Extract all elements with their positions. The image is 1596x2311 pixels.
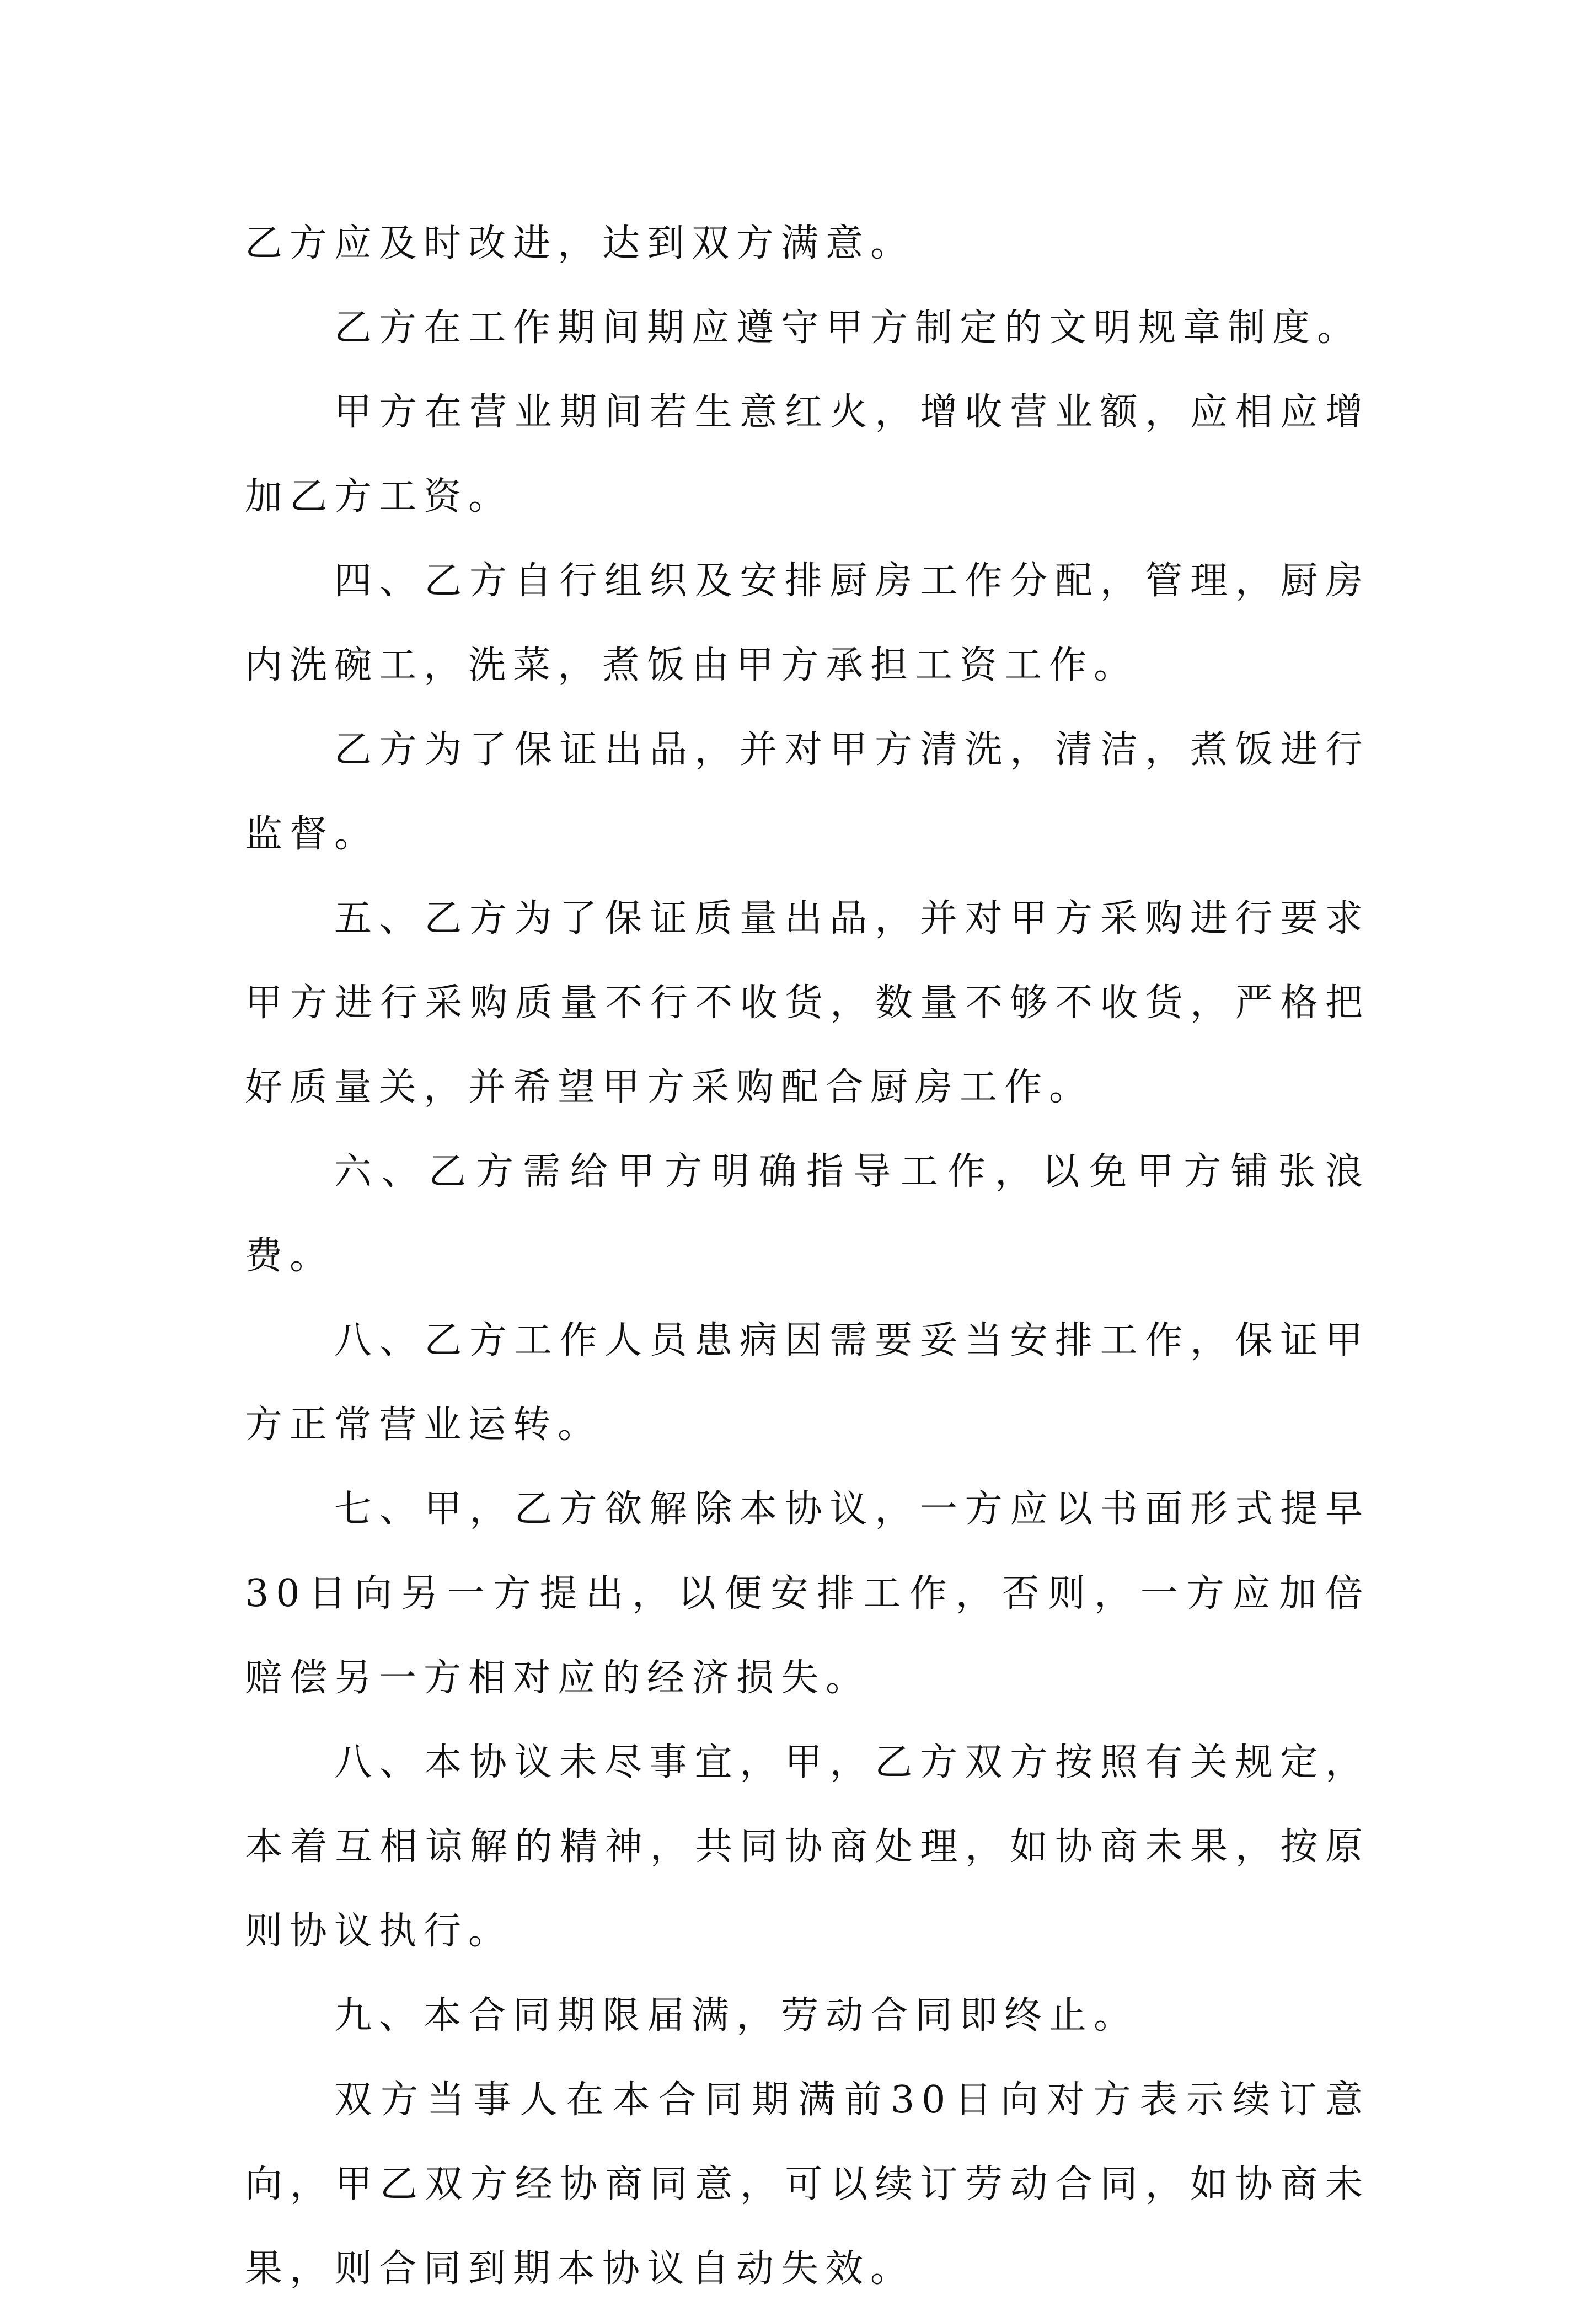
paragraph: 八、乙方工作人员患病因需要妥当安排工作，保证甲方正常营业运转。 — [245, 1319, 1370, 1447]
document-body — [245, 201, 1370, 2311]
paragraph: 四、乙方自行组织及安排厨房工作分配，管理，厨房内洗碗工，洗菜，煮饭由甲方承担工资工作。 — [245, 559, 1370, 687]
paragraph: 八、本协议未尽事宜，甲，乙方双方按照有关规定，本着互相谅解的精神，共同协商处理，如协商未果，按原则协议执行。 — [245, 1741, 1370, 1953]
paragraph: 甲方在营业期间若生意红火，增收营业额，应相应增加乙方工资。 — [245, 390, 1370, 518]
paragraph: 乙方在工作期间期应遵守甲方制定的文明规章制度。 — [334, 306, 1362, 350]
paragraph: 九、本合同期限届满，劳动合同即终止。 — [334, 1994, 1139, 2037]
paragraph: 六、乙方需给甲方明确指导工作，以免甲方铺张浪费。 — [245, 1150, 1370, 1278]
paragraph: 乙方为了保证出品，并对甲方清洗，清洁，煮饭进行监督。 — [245, 728, 1370, 856]
paragraph: 五、乙方为了保证质量出品，并对甲方采购进行要求甲方进行采购质量不行不收货，数量不够不收货，严格把好质量关，并希望甲方采购配合厨房工作。 — [245, 897, 1370, 1109]
paragraph: 乙方应及时改进，达到双方满意。 — [245, 222, 915, 265]
paragraph: 双方当事人在本合同期满前30日向对方表示续订意向，甲乙双方经协商同意，可以续订劳动合同，如协商未果，则合同到期本协议自动失效。 — [245, 2078, 1370, 2291]
paragraph: 七、甲，乙方欲解除本协议，一方应以书面形式提早30日向另一方提出，以便安排工作，否则，一方应加倍赔偿另一方相对应的经济损失。 — [245, 1488, 1370, 1700]
